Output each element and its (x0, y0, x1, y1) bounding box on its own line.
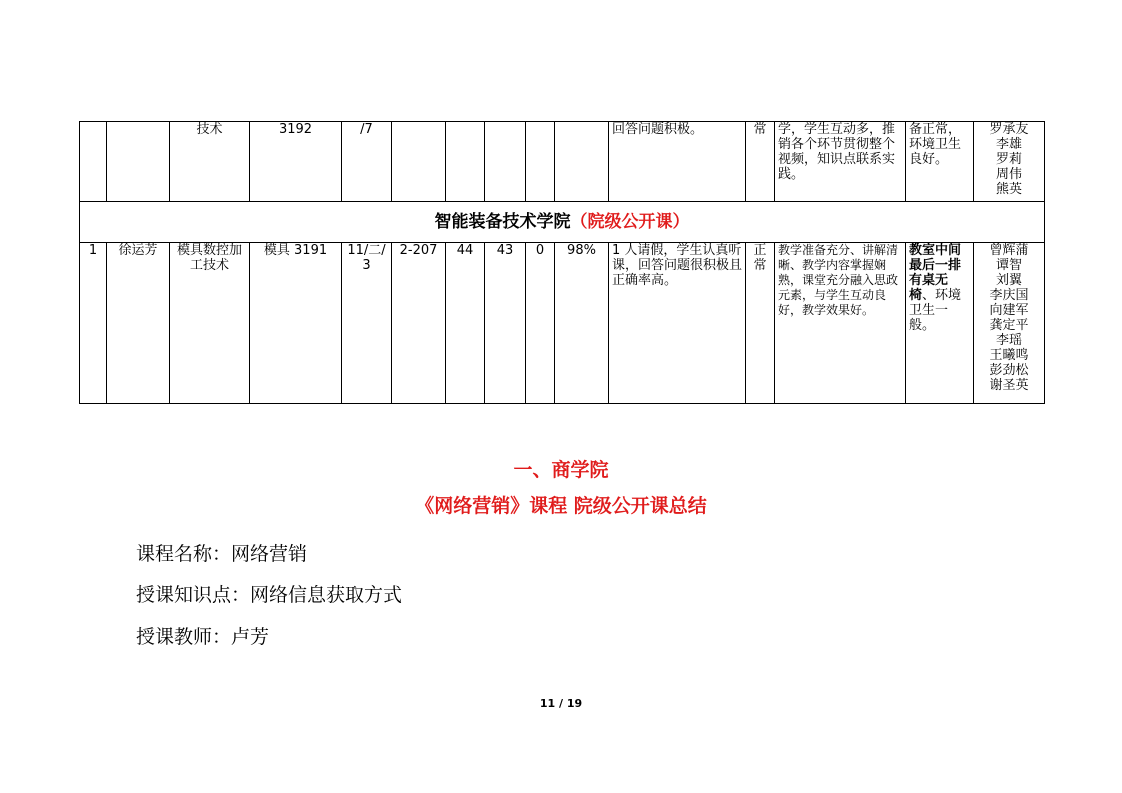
knowledge-point-line: 授课知识点：网络信息获取方式 (136, 584, 403, 606)
observer-name: 向建军 (989, 303, 1029, 318)
course-name-line: 课程名称：网络营销 (136, 543, 308, 565)
observer-name: 李庆国 (989, 288, 1029, 303)
observer-name: 周伟 (995, 167, 1022, 182)
observer-name: 彭劲松 (989, 363, 1029, 378)
cell-expected: 44 (446, 243, 485, 404)
teacher-line: 授课教师：卢芳 (136, 626, 270, 648)
cell-absent: 0 (526, 243, 555, 404)
cell-teacher: 徐运芳 (107, 243, 170, 404)
section-row (80, 202, 1045, 243)
environment-rest: 、环境卫生一般。 (909, 288, 962, 333)
cell-observers (974, 243, 1045, 404)
heading-course-summary: 《网络营销》课程 院级公开课总结 (415, 495, 707, 517)
environment-issue: 教室中间最后一排有桌无椅 (909, 243, 962, 303)
cell-evaluation: 教学准备充分、讲解清晰、教学内容掌握娴熟，课堂充分融入思政元素，与学生互动良好，教学效果好。 (775, 243, 906, 404)
cell-rate (555, 122, 609, 202)
observer-name: 谢圣英 (989, 378, 1029, 393)
observer-name: 曾辉蒲 (989, 243, 1029, 258)
page-number: 11 / 19 (539, 697, 583, 710)
cell-actual: 43 (485, 243, 526, 404)
cell-rate: 98% (555, 243, 609, 404)
cell-room: 2-207 (392, 243, 446, 404)
observer-name: 罗承友 (989, 122, 1029, 137)
observer-name: 谭智 (995, 258, 1022, 273)
cell-teacher (107, 122, 170, 202)
observer-name: 李瑶 (995, 333, 1022, 348)
cell-no (80, 122, 107, 202)
observer-name: 龚定平 (989, 318, 1029, 333)
section-title-main: 智能装备技术学院 (434, 211, 571, 232)
cell-date: /7 (342, 122, 392, 202)
cell-class: 模具 3191 (250, 243, 342, 404)
cell-date: 11/二/3 (342, 243, 392, 404)
cell-order: 正常 (746, 243, 775, 404)
cell-attendance-note: 1 人请假，学生认真听课，回答问题很积极且正确率高。 (609, 243, 746, 404)
cell-environment (906, 243, 974, 404)
table-row (80, 122, 1045, 202)
cell-absent (526, 122, 555, 202)
cell-observers (974, 122, 1045, 202)
cell-expected (446, 122, 485, 202)
cell-course: 技术 (170, 122, 250, 202)
cell-no: 1 (80, 243, 107, 404)
observer-name: 刘翼 (995, 273, 1022, 288)
cell-environment: 备正常，环境卫生良好。 (906, 122, 974, 202)
observer-name: 李雄 (995, 137, 1022, 152)
cell-attendance-note: 回答问题积极。 (609, 122, 746, 202)
cell-actual (485, 122, 526, 202)
section-title-sub: （院级公开课） (570, 211, 690, 232)
observer-name: 王曦鸣 (989, 348, 1029, 363)
cell-course: 模具数控加工技术 (170, 243, 250, 404)
inspection-table (79, 121, 1045, 404)
cell-room (392, 122, 446, 202)
observer-name: 罗莉 (995, 152, 1022, 167)
heading-college: 一、商学院 (513, 459, 609, 481)
cell-order: 常 (746, 122, 775, 202)
table-row (80, 243, 1045, 404)
observer-name: 熊英 (995, 182, 1022, 197)
section-title (80, 202, 1045, 243)
cell-evaluation: 学，学生互动多，推销各个环节贯彻整个视频，知识点联系实践。 (775, 122, 906, 202)
cell-class: 3192 (250, 122, 342, 202)
